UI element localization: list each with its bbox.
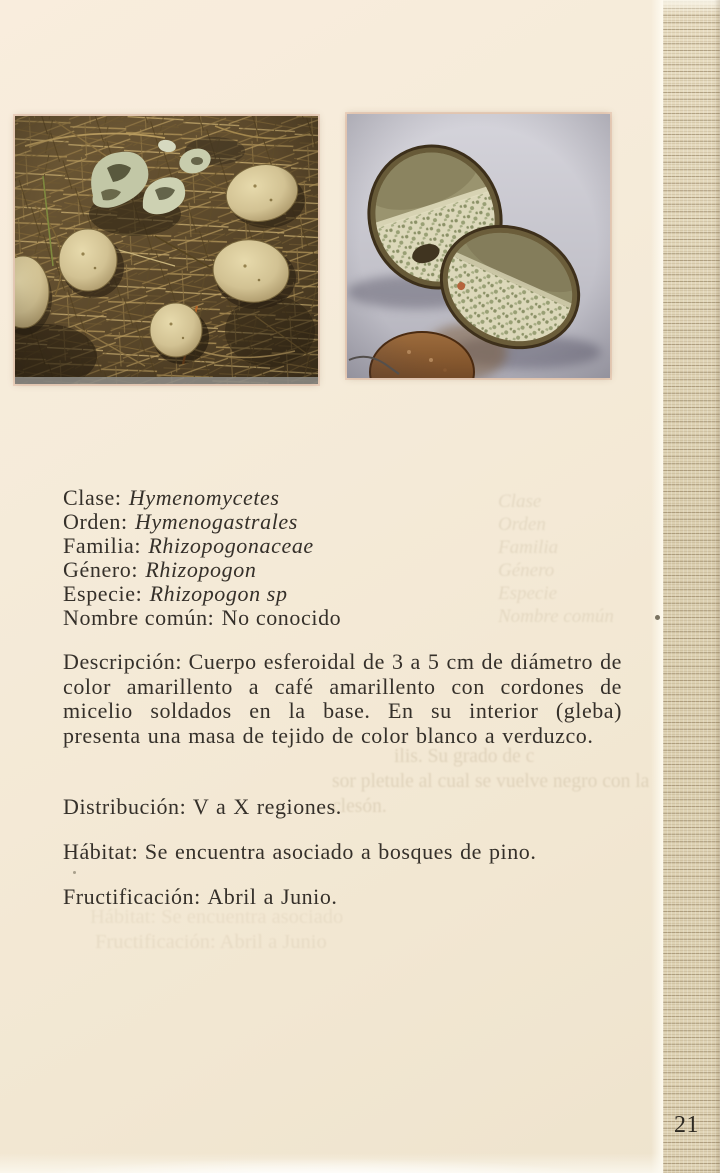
description-paragraph — [63, 650, 622, 748]
book-cloth-edge — [663, 0, 720, 1173]
description-label: Descripción: — [63, 649, 183, 674]
fruiting-label: Fructificación: — [63, 884, 201, 909]
habitat-label: Hábitat: — [63, 839, 139, 864]
taxonomy-block — [63, 486, 341, 630]
taxonomy-label: Familia: — [63, 533, 142, 558]
showthrough-mid-lines: ilis. Su grado de c sor pletule al cual se vuelve negro con la clesón. — [332, 746, 650, 817]
taxonomy-label: Orden: — [63, 509, 128, 534]
taxonomy-value: Rhizopogon sp — [149, 581, 288, 606]
description-text: Cuerpo esferoidal de 3 a 5 cm de diámetro de color amarillento a café amarillento con cordones de micelio soldados en la base. En su interior (gleba) presenta una masa de tejido de color blanco a verduzco. — [63, 649, 622, 748]
showthrough-taxonomy: Clase Orden Familia Género Especie Nombre común — [498, 491, 614, 627]
dust-speck — [655, 615, 660, 620]
distribution-text: V a X regiones. — [192, 794, 342, 819]
taxonomy-value: No conocido — [221, 605, 342, 630]
taxonomy-label: Clase: — [63, 485, 122, 510]
distribution-line — [63, 794, 342, 820]
showthrough-habitat-line: Hábitat: Se encuentra asociado — [90, 906, 344, 928]
taxonomy-row-familia — [63, 534, 341, 558]
taxonomy-value: Rhizopogon — [145, 557, 257, 582]
taxonomy-label: Nombre común: — [63, 605, 215, 630]
habitat-line — [63, 839, 536, 865]
taxonomy-row-nombre-comun — [63, 606, 341, 630]
fruiting-text: Abril a Junio. — [207, 884, 338, 909]
cross-section-photo-illustration — [347, 114, 610, 378]
showthrough-fruiting-line: Fructificación: Abril a Junio — [95, 931, 327, 953]
taxonomy-row-genero — [63, 558, 341, 582]
taxonomy-value: Rhizopogonaceae — [148, 533, 314, 558]
distribution-label: Distribución: — [63, 794, 187, 819]
taxonomy-row-especie — [63, 582, 341, 606]
fruiting-line — [63, 884, 337, 910]
dust-speck — [73, 871, 76, 874]
taxonomy-label: Especie: — [63, 581, 143, 606]
taxonomy-label: Género: — [63, 557, 139, 582]
page-number: 21 — [674, 1112, 699, 1138]
habitat-photo — [15, 116, 318, 384]
taxonomy-row-clase — [63, 486, 341, 510]
taxonomy-value: Hymenomycetes — [128, 485, 280, 510]
page-bottom-edge — [0, 1153, 663, 1173]
taxonomy-value: Hymenogastrales — [134, 509, 298, 534]
taxonomy-row-orden — [63, 510, 341, 534]
habitat-photo-illustration — [15, 116, 318, 384]
habitat-text: Se encuentra asociado a bosques de pino. — [144, 839, 537, 864]
cross-section-photo — [347, 114, 610, 378]
page-edge-gap — [651, 0, 663, 1173]
